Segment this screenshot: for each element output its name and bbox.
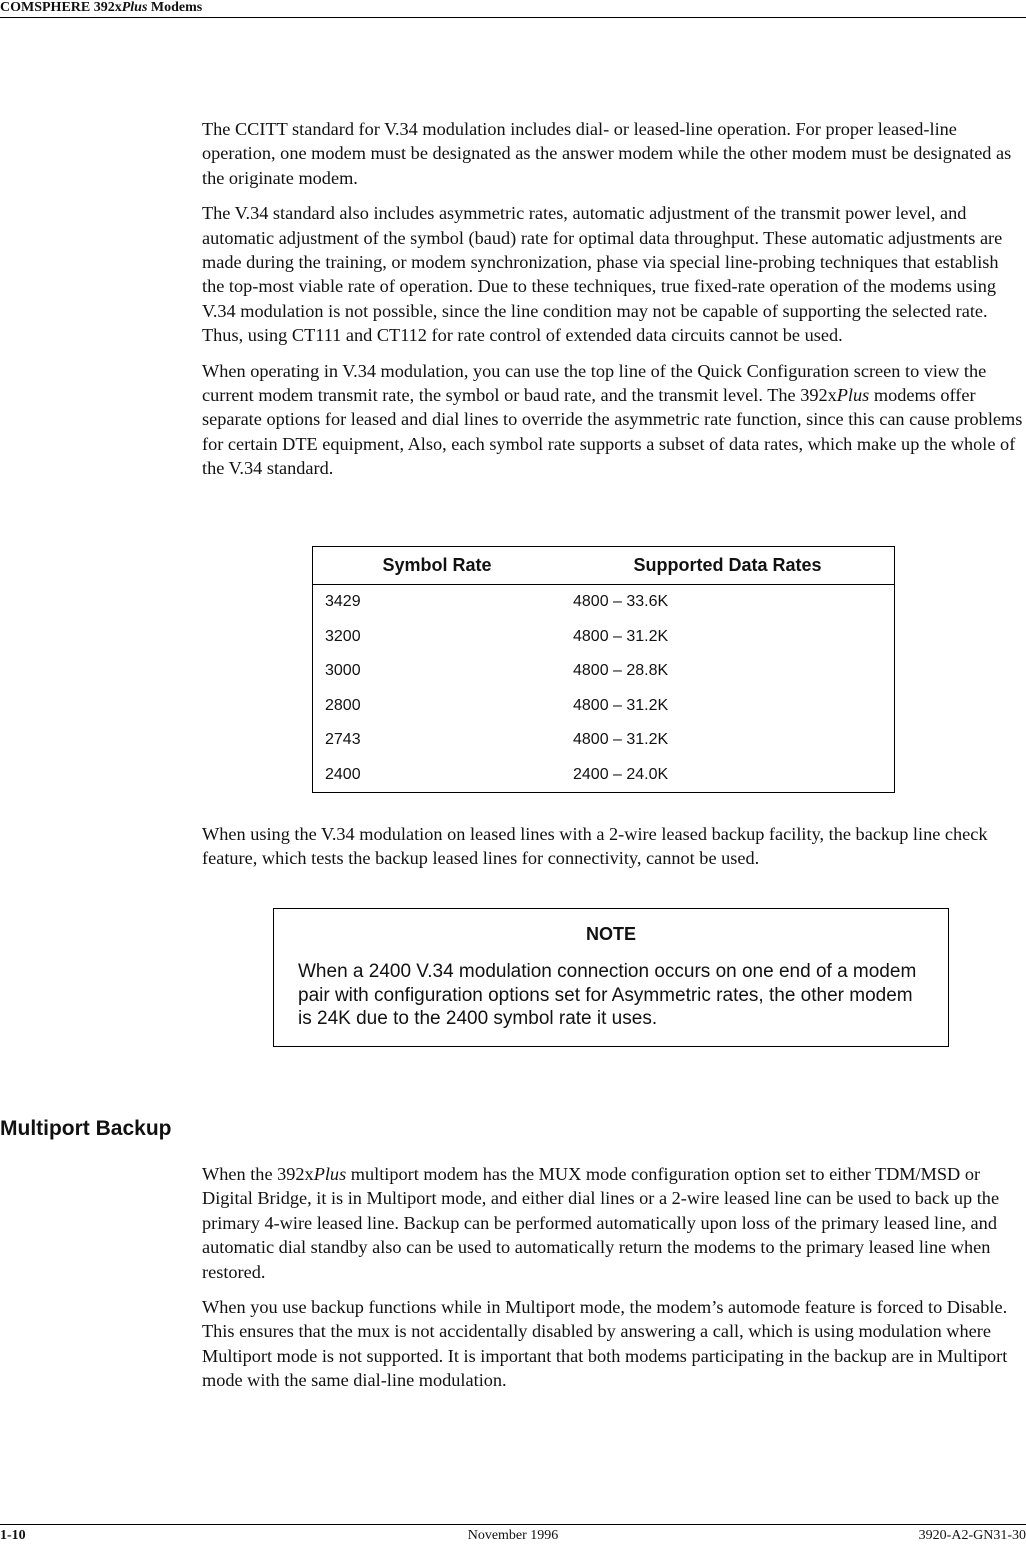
data-rates-cell: 4800 – 31.2K <box>573 731 669 749</box>
header-supported-data-rates: Supported Data Rates <box>561 547 895 585</box>
para3-italic: Plus <box>836 385 870 406</box>
table-row <box>313 689 895 724</box>
table-row <box>313 758 895 793</box>
section-para1-italic: Plus <box>313 1164 347 1184</box>
symbol-rate-cell: 2400 <box>325 765 361 783</box>
data-rates-cell: 4800 – 31.2K <box>573 627 669 645</box>
intro-text-block <box>202 117 1024 492</box>
note-box <box>273 908 949 1047</box>
symbol-rate-cell: 2800 <box>325 696 361 714</box>
table-row <box>313 620 895 655</box>
header-title-italic: Plus <box>121 0 148 15</box>
document-number: 3920-A2-GN31-30 <box>918 1528 1026 1543</box>
paragraph-v34-standard: The CCITT standard for V.34 modulation includes dial- or leased-line operation. For proper leased-line operation, one modem must be designated as the answer modem while the other modem must be designated as the originate modem. <box>202 119 1012 188</box>
note-text: When a 2400 V.34 modulation connection occurs on one end of a modem pair with configuration options set for Asymmetric rates, the other modem is 24K due to the 2400 symbol rate it uses. <box>298 961 917 1029</box>
table-header-row <box>313 547 895 585</box>
para3-part2: modems offer separate options for leased and dial lines to override the asymmetric rate function, since this can cause problems for certain DTE equipment, Also, each symbol rate supports a subset of data rates, which make up the whole of the V.34 standard. <box>202 385 1023 479</box>
footer-date: November 1996 <box>467 1528 559 1543</box>
page-footer <box>0 1524 1026 1545</box>
table-row <box>313 585 895 620</box>
symbol-rate-table <box>312 546 895 793</box>
data-rates-cell: 4800 – 33.6K <box>573 593 669 611</box>
header-title-suffix: Modems <box>147 0 203 15</box>
after-table-text-block <box>202 822 1024 882</box>
symbol-rate-cell: 3429 <box>325 593 361 611</box>
data-rates-cell: 2400 – 24.0K <box>573 765 669 783</box>
note-title: NOTE <box>585 924 636 944</box>
table-row <box>313 723 895 758</box>
page-number: 1-10 <box>0 1528 26 1543</box>
section-heading-multiport-backup: Multiport Backup <box>0 1117 172 1140</box>
symbol-rate-cell: 2743 <box>325 731 361 749</box>
paragraph-quick-configuration <box>202 359 1024 481</box>
multiport-text-block <box>202 1162 1024 1404</box>
running-header <box>0 0 1026 18</box>
section-para1-part2: multiport modem has the MUX mode configuration option set to either TDM/MSD or Digital Bridge, it is in Multiport mode, and either dial lines or a 2-wire leased line can be used to back up the primary 4-wire leased line. Backup can be performed automatically upon loss of the primary leased line, and automatic dial standby also can be used to automatically return the modems to the primary leased line when restored. <box>202 1164 1000 1282</box>
header-title-prefix: COMSPHERE 392x <box>0 0 122 15</box>
data-rates-cell: 4800 – 31.2K <box>573 696 669 714</box>
paragraph-asymmetric-rates: The V.34 standard also includes asymmetric rates, automatic adjustment of the transmit power level, and automatic adjustment of the symbol (baud) rate for optimal data throughput. These automatic adjustments are made during the training, or modem synchronization, phase via special line-probing techniques that establish the top-most viable rate of operation. Due to these techniques, true fixed-rate operation of the modems using V.34 modulation is not possible, since the line condition may not be capable of supporting the selected rate. Thus, using CT111 and CT112 for rate control of extended data circuits cannot be used. <box>202 203 1003 346</box>
symbol-rate-cell: 3200 <box>325 627 361 645</box>
para3-part1: When operating in V.34 modulation, you can use the top line of the Quick Configuration screen to view the current modem transmit rate, the symbol or baud rate, and the transmit level. The 392x <box>202 360 987 406</box>
section-para1-part1: When the 392x <box>202 1164 314 1184</box>
data-rates-cell: 4800 – 28.8K <box>573 662 669 680</box>
symbol-rate-cell: 3000 <box>325 662 361 680</box>
table-row <box>313 654 895 689</box>
paragraph-multiport-mode <box>202 1162 1024 1284</box>
paragraph-automode-disable: When you use backup functions while in Multiport mode, the modem’s automode feature is forced to Disable. This ensures that the mux is not accidentally disabled by answering a call, which is using modulation where Multiport mode is not supported. It is important that both modems participating in the backup are in Multiport mode with the same dial-line modulation. <box>202 1297 1008 1391</box>
paragraph-backup-line-check: When using the V.34 modulation on leased lines with a 2-wire leased backup facility, the backup line check feature, which tests the backup leased lines for connectivity, cannot be used. <box>202 824 988 869</box>
header-symbol-rate: Symbol Rate <box>313 547 562 585</box>
